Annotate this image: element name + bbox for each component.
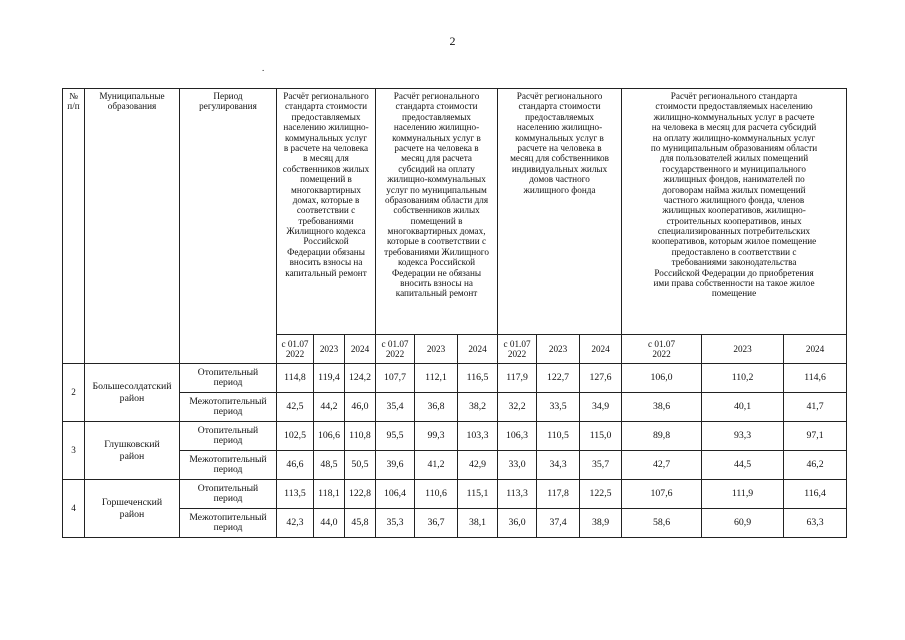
value-cell: 122,8 xyxy=(345,480,376,509)
period-label: Межотопительный период xyxy=(180,509,277,538)
table-row xyxy=(63,393,847,422)
period-label: Межотопительный период xyxy=(180,451,277,480)
table-row xyxy=(63,480,847,509)
value-cell: 106,6 xyxy=(314,422,345,451)
header-municipality: Муниципальные образования xyxy=(85,89,180,364)
value-cell: 99,3 xyxy=(415,422,458,451)
page-number: 2 xyxy=(449,34,456,48)
value-cell: 36,0 xyxy=(498,509,537,538)
period-label: Отопительный период xyxy=(180,422,277,451)
value-cell: 41,7 xyxy=(784,393,847,422)
row-number: 3 xyxy=(63,422,85,480)
table-row xyxy=(63,509,847,538)
value-cell: 35,3 xyxy=(376,509,415,538)
year-header-cell: с 01.07 2022 xyxy=(376,335,415,364)
value-cell: 44,0 xyxy=(314,509,345,538)
tariff-table xyxy=(62,88,847,538)
value-cell: 106,3 xyxy=(498,422,537,451)
value-cell: 116,4 xyxy=(784,480,847,509)
value-cell: 124,2 xyxy=(345,364,376,393)
value-cell: 115,0 xyxy=(580,422,622,451)
value-cell: 116,5 xyxy=(458,364,498,393)
value-cell: 36,7 xyxy=(415,509,458,538)
value-cell: 107,6 xyxy=(622,480,702,509)
row-number: 4 xyxy=(63,480,85,538)
value-cell: 39,6 xyxy=(376,451,415,480)
header-col1: Расчёт регионального стандарта стоимости предоставляемых населению жилищно- коммунальных услуг в расчете на человека в месяц для собственников жилых помещений в многоквартирных домах, которые в соответствии с требованиями Жилищного кодекса Российской Федерации обязаны вносить взносы на капитальный ремонт xyxy=(277,89,376,335)
value-cell: 58,6 xyxy=(622,509,702,538)
value-cell: 89,8 xyxy=(622,422,702,451)
value-cell: 103,3 xyxy=(458,422,498,451)
header-num: № п/п xyxy=(63,89,85,364)
value-cell: 93,3 xyxy=(702,422,784,451)
value-cell: 95,5 xyxy=(376,422,415,451)
value-cell: 127,6 xyxy=(580,364,622,393)
header-period: Период регулирования xyxy=(180,89,277,364)
year-header-cell: 2024 xyxy=(345,335,376,364)
value-cell: 34,3 xyxy=(537,451,580,480)
value-cell: 35,4 xyxy=(376,393,415,422)
value-cell: 37,4 xyxy=(537,509,580,538)
value-cell: 107,7 xyxy=(376,364,415,393)
value-cell: 38,6 xyxy=(622,393,702,422)
period-label: Отопительный период xyxy=(180,364,277,393)
value-cell: 117,9 xyxy=(498,364,537,393)
municipality-name: Горшеченский район xyxy=(85,480,180,538)
value-cell: 44,2 xyxy=(314,393,345,422)
value-cell: 32,2 xyxy=(498,393,537,422)
value-cell: 60,9 xyxy=(702,509,784,538)
table-body xyxy=(63,364,847,538)
value-cell: 97,1 xyxy=(784,422,847,451)
table-row xyxy=(63,451,847,480)
year-header-cell: 2023 xyxy=(537,335,580,364)
value-cell: 106,0 xyxy=(622,364,702,393)
value-cell: 33,5 xyxy=(537,393,580,422)
year-header-cell: с 01.07 2022 xyxy=(622,335,702,364)
value-cell: 114,6 xyxy=(784,364,847,393)
value-cell: 34,9 xyxy=(580,393,622,422)
value-cell: 63,3 xyxy=(784,509,847,538)
value-cell: 114,8 xyxy=(277,364,314,393)
value-cell: 45,8 xyxy=(345,509,376,538)
value-cell: 38,2 xyxy=(458,393,498,422)
value-cell: 110,2 xyxy=(702,364,784,393)
period-label: Отопительный период xyxy=(180,480,277,509)
value-cell: 48,5 xyxy=(314,451,345,480)
header-col3: Расчёт регионального стандарта стоимости предоставляемых населению жилищно- коммунальных услуг в расчете на человека в месяц для собственников индивидуальных жилых домов частного жилищного фонда xyxy=(498,89,622,335)
row-number: 2 xyxy=(63,364,85,422)
value-cell: 113,5 xyxy=(277,480,314,509)
value-cell: 117,8 xyxy=(537,480,580,509)
period-label: Межотопительный период xyxy=(180,393,277,422)
value-cell: 38,9 xyxy=(580,509,622,538)
value-cell: 36,8 xyxy=(415,393,458,422)
year-header-cell: 2023 xyxy=(314,335,345,364)
year-header-cell: 2024 xyxy=(458,335,498,364)
value-cell: 44,5 xyxy=(702,451,784,480)
value-cell: 122,7 xyxy=(537,364,580,393)
header-col2: Расчёт регионального стандарта стоимости предоставляемых населению жилищно- коммунальных услуг в расчете на человека в месяц для расчета субсидий на оплату жилищно-коммунальных услуг по муниципальным образованиям области для собственников жилых помещений в многоквартирных домах, которые в соответствии с требованиями Жилищного кодекса Российской Федерации не обязаны вносить взносы на капитальный ремонт xyxy=(376,89,498,335)
value-cell: 46,2 xyxy=(784,451,847,480)
table-row xyxy=(63,422,847,451)
value-cell: 35,7 xyxy=(580,451,622,480)
year-header-cell: с 01.07 2022 xyxy=(277,335,314,364)
year-header-cell: 2024 xyxy=(580,335,622,364)
value-cell: 40,1 xyxy=(702,393,784,422)
value-cell: 41,2 xyxy=(415,451,458,480)
value-cell: 110,8 xyxy=(345,422,376,451)
value-cell: 42,5 xyxy=(277,393,314,422)
header-col4: Расчёт регионального стандарта стоимости предоставляемых населению жилищно-коммунальных услуг в расчете на человека в месяц для расчета субсидий на оплату жилищно-коммунальных услуг по муниципальным образованиям области для пользователей жилых помещений государственного и муниципального жилищных фондов, нанимателей по договорам найма жилых помещений частного жилищного фонда, членов жилищных кооперативов, жилищно- строительных кооперативов, иных специализированных потребительских кооперативов, которым жилое помещение предоставлено в соответствии с требованиями законодательства Российской Федерации до приобретения ими права собственности на такое жилое помещение xyxy=(622,89,847,335)
value-cell: 112,1 xyxy=(415,364,458,393)
value-cell: 46,6 xyxy=(277,451,314,480)
value-cell: 42,3 xyxy=(277,509,314,538)
value-cell: 111,9 xyxy=(702,480,784,509)
value-cell: 38,1 xyxy=(458,509,498,538)
scan-dot: . xyxy=(262,63,265,73)
value-cell: 110,5 xyxy=(537,422,580,451)
table-row xyxy=(63,364,847,393)
municipality-name: Большесолдатский район xyxy=(85,364,180,422)
value-cell: 106,4 xyxy=(376,480,415,509)
year-header-cell: 2024 xyxy=(784,335,847,364)
value-cell: 42,7 xyxy=(622,451,702,480)
value-cell: 110,6 xyxy=(415,480,458,509)
value-cell: 102,5 xyxy=(277,422,314,451)
value-cell: 42,9 xyxy=(458,451,498,480)
value-cell: 113,3 xyxy=(498,480,537,509)
value-cell: 118,1 xyxy=(314,480,345,509)
value-cell: 50,5 xyxy=(345,451,376,480)
value-cell: 122,5 xyxy=(580,480,622,509)
year-header-cell: с 01.07 2022 xyxy=(498,335,537,364)
value-cell: 119,4 xyxy=(314,364,345,393)
value-cell: 46,0 xyxy=(345,393,376,422)
year-header-cell: 2023 xyxy=(415,335,458,364)
value-cell: 115,1 xyxy=(458,480,498,509)
value-cell: 33,0 xyxy=(498,451,537,480)
municipality-name: Глушковский район xyxy=(85,422,180,480)
year-header-cell: 2023 xyxy=(702,335,784,364)
